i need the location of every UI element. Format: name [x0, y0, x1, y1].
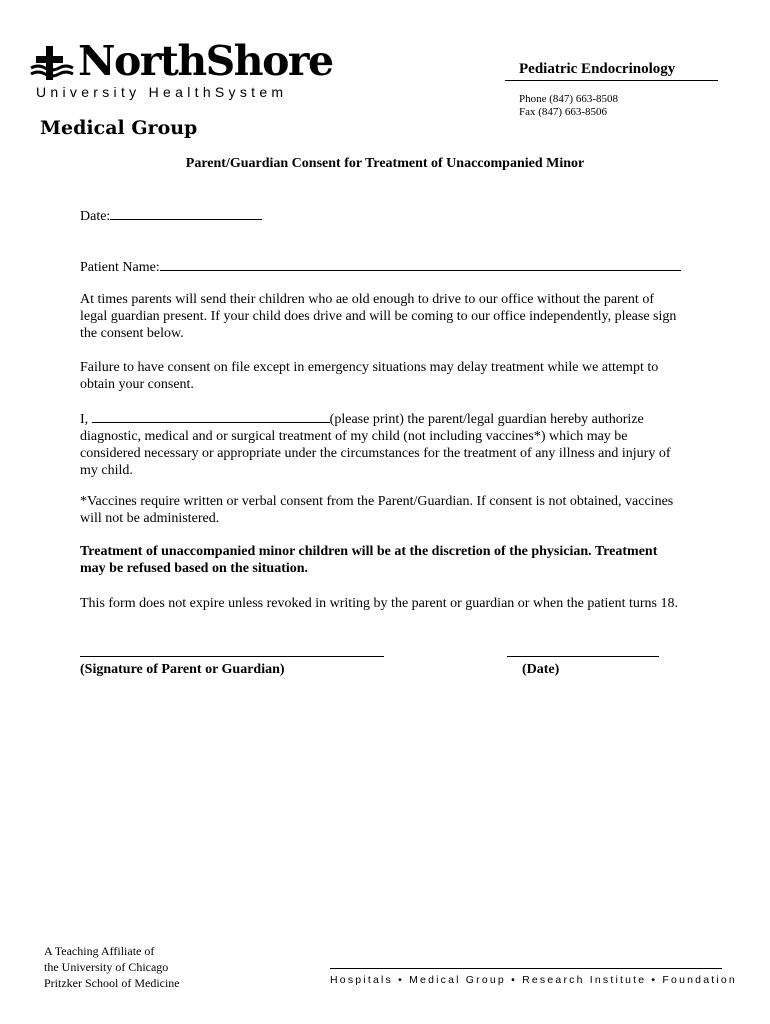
authorization-paragraph	[80, 409, 710, 479]
date-row	[80, 206, 262, 225]
intro-line: legal guardian present. If your child does drive and will be coming to our office independently, please sign	[80, 309, 677, 324]
vaccine-line: *Vaccines require written or verbal consent from the Parent/Guardian. If consent is not obtained, vaccines	[80, 494, 674, 509]
patient-name-row	[80, 257, 681, 276]
vaccine-note	[80, 493, 710, 527]
fax-number: Fax (847) 663-8506	[519, 106, 607, 118]
consent-line: obtain your consent.	[80, 377, 194, 392]
date-field[interactable]	[110, 206, 262, 220]
header-divider	[505, 80, 718, 81]
vaccine-line: will not be administered.	[80, 511, 220, 526]
affiliate-line: Pritzker School of Medicine	[44, 976, 180, 990]
affiliate-line: the University of Chicago	[44, 960, 169, 974]
footer-divider	[330, 968, 722, 969]
intro-line: At times parents will send their children who ae old enough to drive to our office without the parent of	[80, 292, 654, 307]
signature-date-field[interactable]	[507, 656, 659, 657]
northshore-logo-icon	[30, 44, 78, 82]
discretion-line: may be refused based on the situation.	[80, 561, 309, 576]
footer-tagline: Hospitals • Medical Group • Research Institute • Foundation	[330, 974, 737, 986]
discretion-line: Treatment of unaccompanied minor children will be at the discretion of the physician. Treatment	[80, 544, 658, 559]
logo-subtitle: University HealthSystem	[36, 84, 288, 100]
affiliate-block	[44, 943, 180, 991]
consent-line: Failure to have consent on file except in emergency situations may delay treatment while we attempt to	[80, 360, 659, 375]
logo-group: Medical Group	[40, 117, 198, 139]
authorization-first-line	[80, 409, 710, 428]
logo-name: NorthShore	[78, 37, 333, 85]
expiration-note: This form does not expire unless revoked in writing by the parent or guardian or when the patient turns 18.	[80, 596, 678, 611]
authorization-line: considered necessary or appropriate under the circumstances for the treatment of any illness and injury of	[80, 446, 671, 461]
signature-date-label: (Date)	[522, 662, 560, 677]
phone-number: Phone (847) 663-8508	[519, 93, 618, 105]
guardian-name-field[interactable]	[92, 409, 330, 423]
patient-name-field[interactable]	[160, 257, 681, 271]
signature-field[interactable]	[80, 656, 384, 657]
authorization-line: my child.	[80, 463, 133, 478]
form-title: Parent/Guardian Consent for Treatment of Unaccompanied Minor	[185, 156, 585, 171]
authorization-prefix: I,	[80, 412, 89, 427]
signature-label: (Signature of Parent or Guardian)	[80, 662, 285, 677]
intro-paragraph	[80, 291, 710, 342]
date-label: Date:	[80, 209, 111, 224]
intro-line: the consent below.	[80, 326, 184, 341]
authorization-line: diagnostic, medical and or surgical treatment of my child (not including vaccines*) which may be	[80, 429, 628, 444]
affiliate-line: A Teaching Affiliate of	[44, 944, 155, 958]
consent-paragraph	[80, 359, 710, 393]
authorization-suffix: (please print) the parent/legal guardian hereby authorize	[329, 412, 644, 427]
patient-name-label: Patient Name:	[80, 260, 160, 275]
discretion-notice	[80, 543, 710, 577]
department-name: Pediatric Endocrinology	[519, 61, 676, 77]
